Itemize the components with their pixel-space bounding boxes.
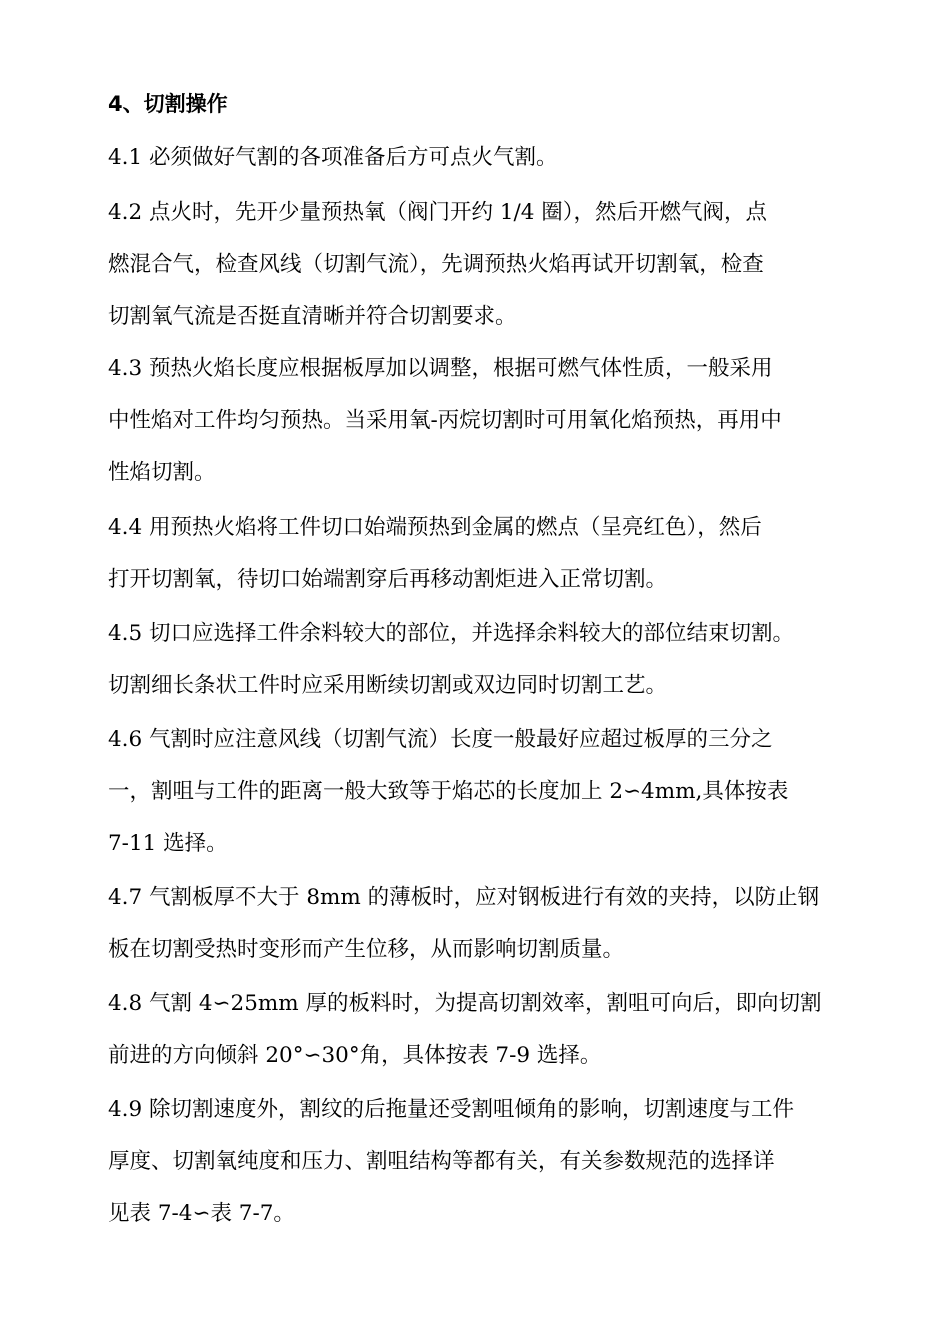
paragraph-line: 4.4 用预热火焰将工件切口始端预热到金属的燃点（呈亮红色），然后 [108,515,762,540]
paragraph-line: 4.8 气割 4∽25mm 厚的板料时，为提高切割效率，割咀可向后，即向切割 [108,991,822,1016]
paragraph-line: 一，割咀与工件的距离一般大致等于焰芯的长度加上 2∽4mm,具体按表 [108,779,789,804]
paragraph-line: 4.6 气割时应注意风线（切割气流）长度一般最好应超过板厚的三分之 [108,727,773,752]
paragraph-line: 切割氧气流是否挺直清晰并符合切割要求。 [108,304,517,329]
paragraph-line: 4.5 切口应选择工件余料较大的部位，并选择余料较大的部位结束切割。 [108,621,795,646]
paragraph-line: 切割细长条状工件时应采用断续切割或双边同时切割工艺。 [108,673,668,698]
paragraph-line: 4.3 预热火焰长度应根据板厚加以调整，根据可燃气体性质，一般采用 [108,356,773,381]
paragraph-line: 厚度、切割氧纯度和压力、割咀结构等都有关，有关参数规范的选择详 [108,1149,775,1174]
paragraph-line: 板在切割受热时变形而产生位移，从而影响切割质量。 [108,937,625,962]
paragraph-line: 4.7 气割板厚不大于 8mm 的薄板时，应对钢板进行有效的夹持，以防止钢 [108,885,820,910]
paragraph-line: 燃混合气，检查风线（切割气流），先调预热火焰再试开切割氧，检查 [108,252,764,277]
paragraph-line: 7-11 选择。 [108,831,228,856]
paragraph-line: 4.1 必须做好气割的各项准备后方可点火气割。 [108,145,558,170]
paragraph-line: 见表 7-4∽表 7-7。 [108,1201,295,1226]
paragraph-line: 前进的方向倾斜 20°∽30°角，具体按表 7-9 选择。 [108,1043,602,1068]
paragraph-line: 打开切割氧，待切口始端割穿后再移动割炬进入正常切割。 [108,567,668,592]
paragraph-line: 性焰切割。 [108,460,216,485]
paragraph-line: 中性焰对工件均匀预热。当采用氧-丙烷切割时可用氧化焰预热，再用中 [108,408,782,433]
section-heading: 4、切割操作 [108,92,228,116]
paragraph-line: 4.9 除切割速度外，割纹的后拖量还受割咀倾角的影响，切割速度与工件 [108,1097,795,1122]
paragraph-line: 4.2 点火时，先开少量预热氧（阀门开约 1/4 圈），然后开燃气阀，点 [108,200,768,225]
